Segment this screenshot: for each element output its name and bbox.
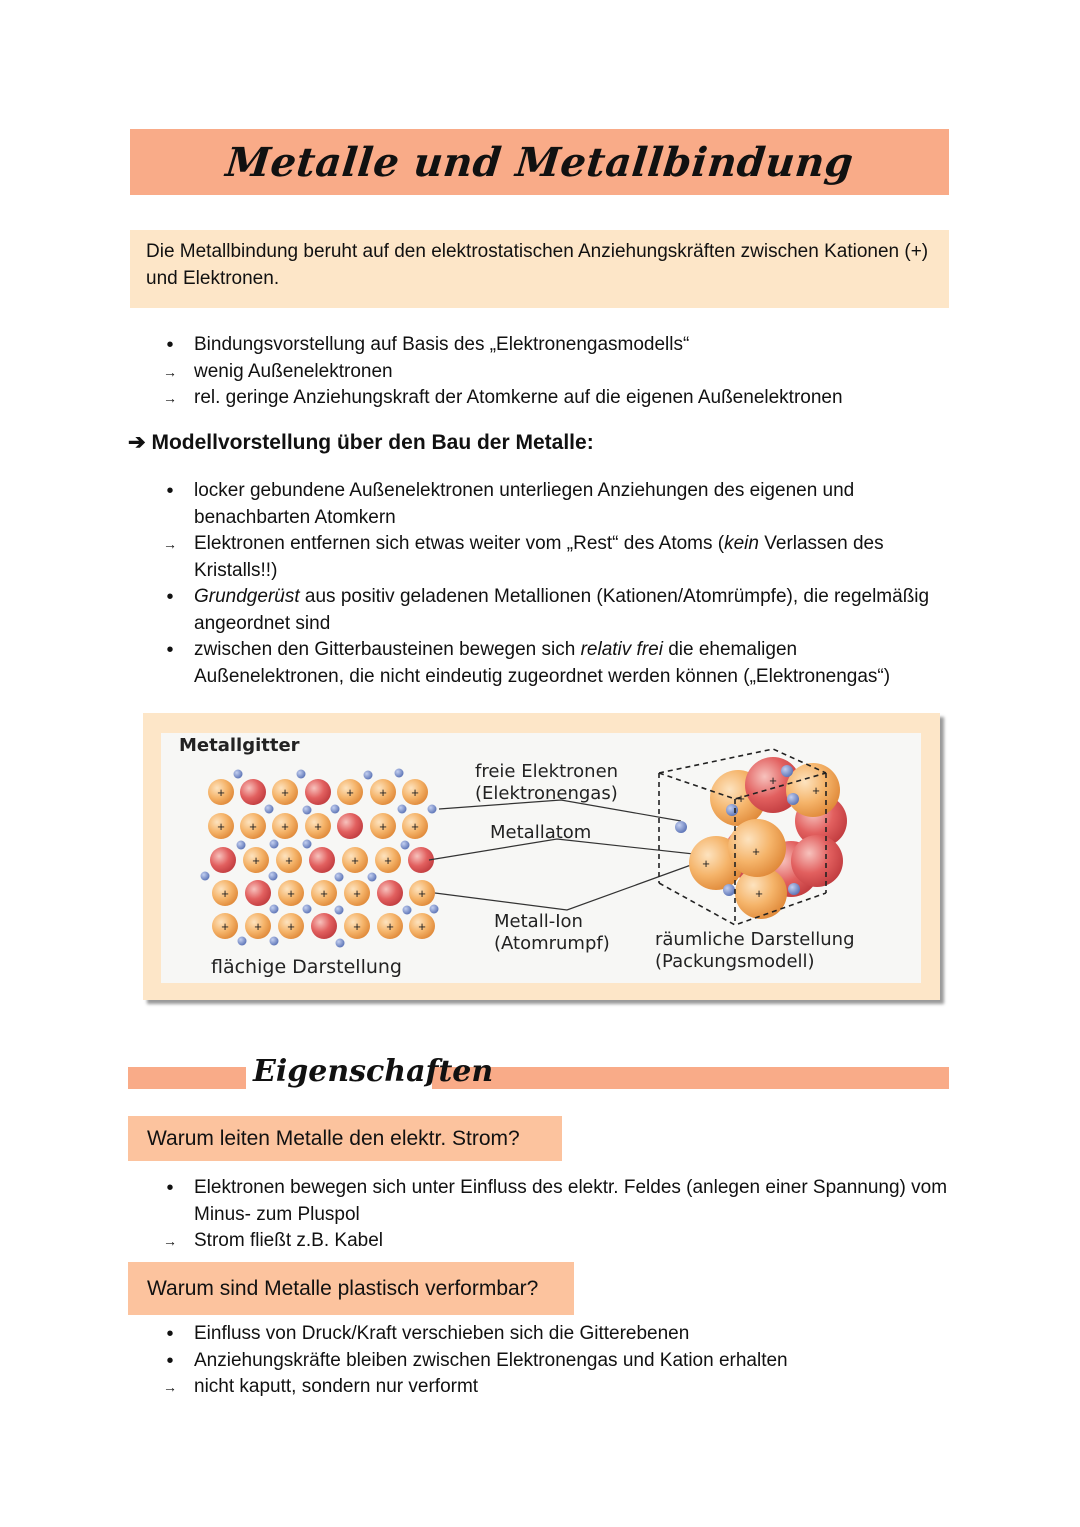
svg-text:+: +: [254, 919, 262, 934]
svg-text:+: +: [346, 785, 354, 800]
list-item: • Anziehungskräfte bleiben zwischen Elektronengas und Kation erhalten: [160, 1348, 950, 1375]
svg-text:+: +: [386, 919, 394, 934]
intro-list: [160, 332, 960, 412]
figure-title: Metallgitter: [179, 735, 300, 756]
svg-text:+: +: [379, 785, 387, 800]
arrow-right-icon: →: [163, 390, 177, 406]
question-box-malleability: Warum sind Metalle plastisch verformbar?: [128, 1262, 574, 1315]
bullet-icon: •: [166, 1349, 174, 1372]
svg-text:+: +: [737, 791, 745, 806]
definition-text: Die Metallbindung beruht auf den elektrostatischen Anziehungskräften zwischen Kationen (+) und Elektronen.: [146, 241, 929, 289]
svg-text:+: +: [418, 886, 426, 901]
arrow-right-icon: →: [163, 1233, 177, 1249]
svg-text:+: +: [755, 886, 763, 901]
svg-text:+: +: [281, 785, 289, 800]
list-item: → Elektronen entfernen sich etwas weiter vom „Rest“ des Atoms (kein Verlassen des Kristalls!!): [160, 531, 930, 584]
metal-lattice-figure: [143, 713, 940, 1000]
svg-text:+: +: [320, 886, 328, 901]
label-free-electrons: freie Elektronen (Elektronengas): [475, 761, 619, 804]
svg-text:+: +: [217, 819, 225, 834]
list-item: • Elektronen bewegen sich unter Einfluss des elektr. Feldes (anlegen einer Spannung) vom Minus- zum Pluspol: [160, 1175, 950, 1228]
section-divider-right: [432, 1067, 949, 1089]
svg-text:+: +: [285, 853, 293, 868]
arrow-right-icon: →: [163, 363, 177, 380]
svg-text:+: +: [249, 819, 257, 834]
list-item: → nicht kaputt, sondern nur verformt: [160, 1374, 950, 1401]
svg-text:+: +: [379, 819, 387, 834]
conductivity-list: [160, 1175, 950, 1255]
svg-text:+: +: [418, 919, 426, 934]
flat-lattice: [201, 769, 439, 948]
definition-box: [130, 230, 949, 308]
svg-text:+: +: [812, 783, 820, 798]
svg-text:+: +: [217, 785, 225, 800]
bullet-icon: •: [166, 480, 174, 502]
bullet-icon: •: [166, 334, 174, 356]
svg-text:+: +: [411, 785, 419, 800]
label-metal-atom: Metallatom: [490, 822, 592, 843]
list-item: • Bindungsvorstellung auf Basis des „Elektronengasmodells“: [160, 332, 960, 359]
svg-text:+: +: [287, 919, 295, 934]
arrow-right-icon: →: [163, 1379, 177, 1395]
page-title: Metalle und Metallbindung: [223, 138, 856, 186]
bullet-icon: •: [166, 639, 174, 661]
list-item: • Einfluss von Druck/Kraft verschieben sich die Gitterebenen: [160, 1321, 950, 1348]
svg-text:+: +: [384, 853, 392, 868]
svg-text:+: +: [769, 773, 777, 788]
bullet-icon: •: [166, 586, 174, 608]
list-item: • Grundgerüst aus positiv geladenen Metallionen (Kationen/Atomrümpfe), die regelmäßig angeordnet sind: [160, 584, 930, 637]
model-list: [160, 478, 930, 690]
list-item: → wenig Außenelektronen: [160, 359, 960, 386]
label-metal-ion: Metall-Ion (Atomrumpf): [494, 911, 610, 954]
model-heading: ➔ Modellvorstellung über den Bau der Metalle:: [128, 431, 594, 454]
packing-model: [659, 749, 847, 925]
svg-text:+: +: [252, 853, 260, 868]
svg-text:+: +: [351, 853, 359, 868]
figure-canvas: [161, 733, 921, 983]
svg-text:+: +: [353, 886, 361, 901]
bullet-icon: •: [166, 1323, 174, 1345]
svg-text:+: +: [281, 819, 289, 834]
svg-text:+: +: [702, 856, 710, 871]
arrow-right-icon: →: [163, 536, 177, 552]
list-item: → Strom fließt z.B. Kabel: [160, 1228, 950, 1255]
malleability-list: [160, 1321, 950, 1401]
question-box-conductivity: Warum leiten Metalle den elektr. Strom?: [128, 1116, 562, 1161]
list-item: • locker gebundene Außenelektronen unterliegen Anziehungen des eigenen und benachbarten Atomkern: [160, 478, 930, 531]
caption-flat: flächige Darstellung: [211, 956, 402, 978]
svg-text:+: +: [221, 886, 229, 901]
caption-3d: räumliche Darstellung (Packungsmodell): [655, 929, 855, 972]
svg-text:+: +: [752, 844, 760, 859]
svg-text:+: +: [221, 919, 229, 934]
svg-text:+: +: [353, 919, 361, 934]
svg-text:+: +: [314, 819, 322, 834]
list-item: • zwischen den Gitterbausteinen bewegen sich relativ frei die ehemaligen Außenelektronen, die nicht eindeutig zugeordnet werden können („Elektronengas“): [160, 637, 930, 690]
bullet-icon: •: [166, 1177, 174, 1199]
svg-text:+: +: [411, 819, 419, 834]
section-divider-left: [128, 1067, 246, 1089]
svg-text:+: +: [287, 886, 295, 901]
bold-arrow-icon: ➔: [128, 431, 146, 454]
list-item: → rel. geringe Anziehungskraft der Atomkerne auf die eigenen Außenelektronen: [160, 385, 960, 412]
title-banner: [130, 129, 949, 195]
section-heading-properties: Eigenschaften: [253, 1054, 494, 1089]
